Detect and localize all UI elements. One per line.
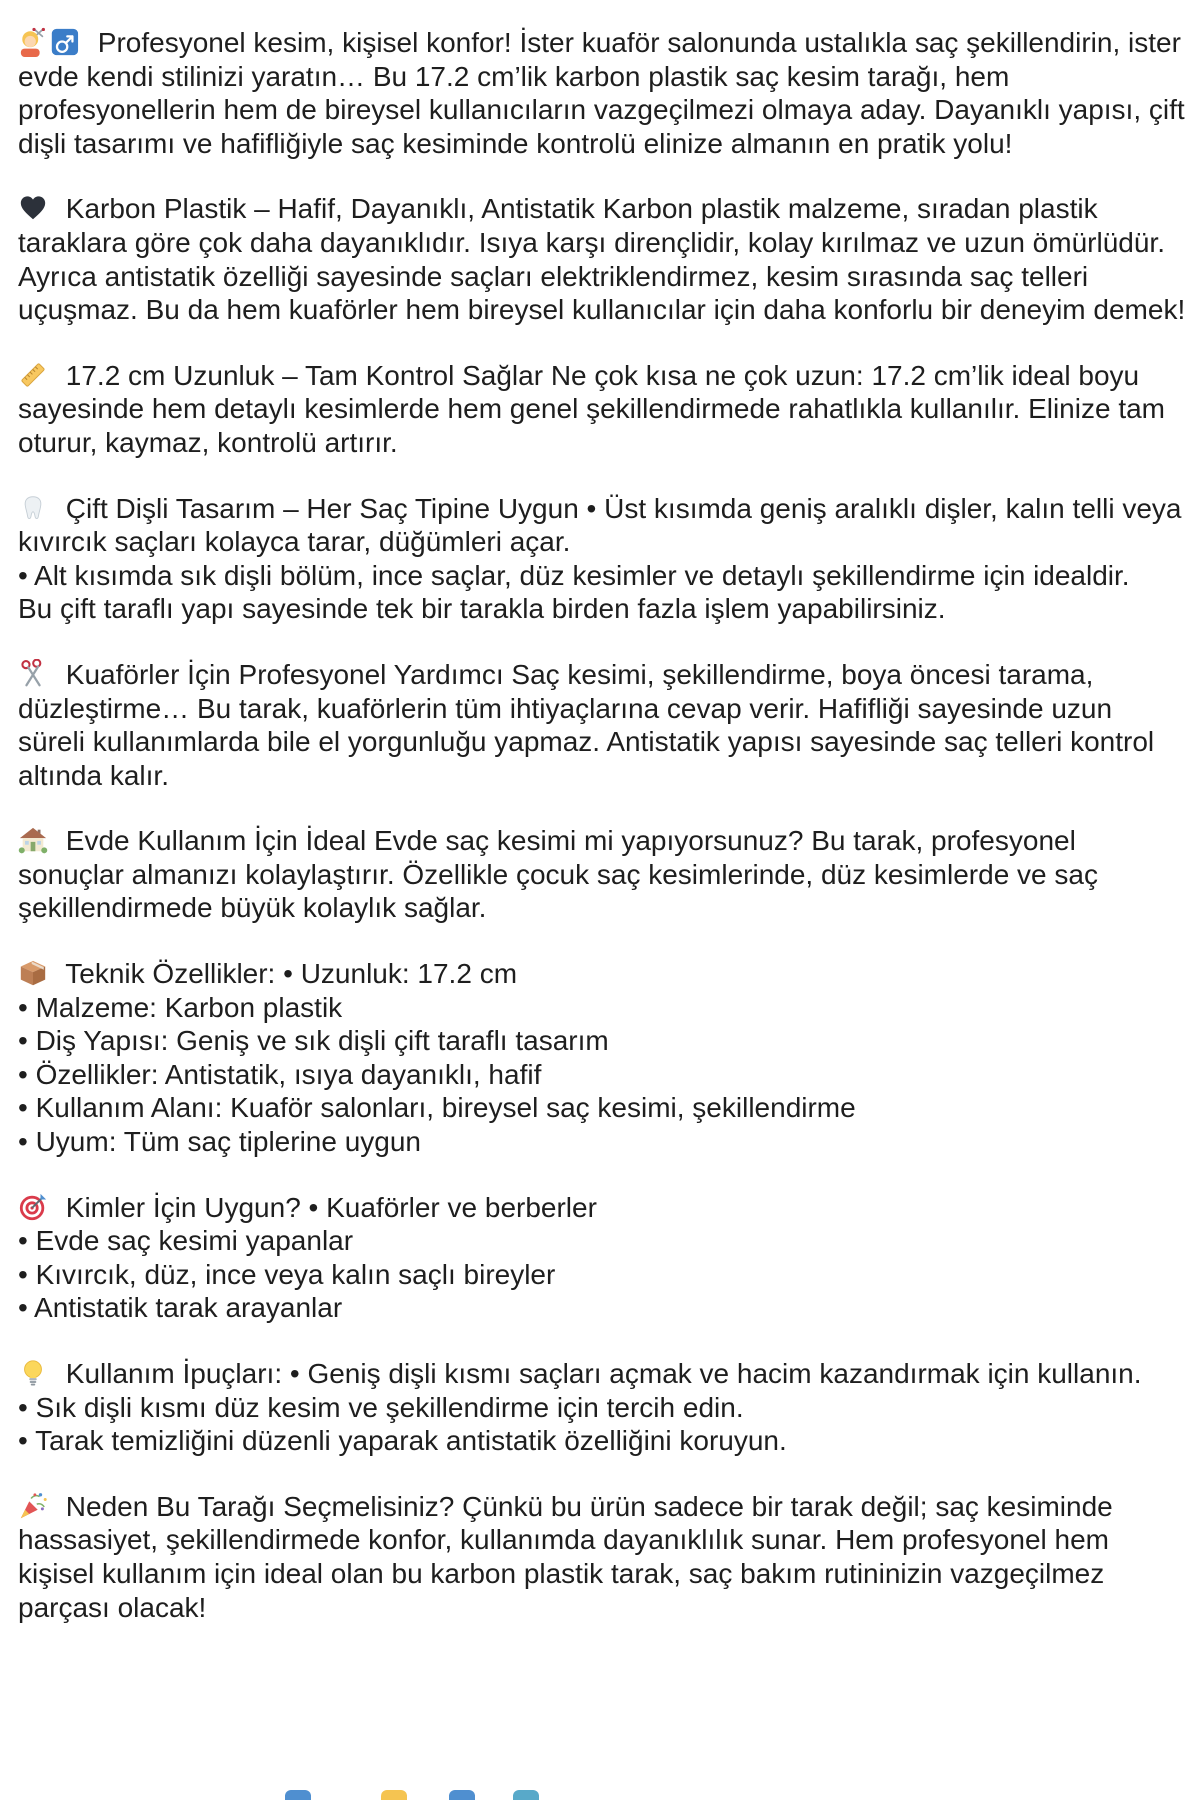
description-paragraph <box>18 26 1186 160</box>
description-paragraph <box>18 359 1186 460</box>
description-paragraph <box>18 824 1186 925</box>
text-line: Evde Kullanım İçin İdeal Evde saç kesimi mi yapıyorsunuz? Bu tarak, profesyonel sonuçlar almanızı kolaylaştırır. Özellikle çocuk saç kesimlerinde, düz kesimlerde ve saç şekillendirmede büyük kolaylık sağlar. <box>18 825 1098 924</box>
description-paragraph <box>18 957 1186 1159</box>
text-line: Neden Bu Tarağı Seçmelisiniz? Çünkü bu ürün sadece bir tarak değil; saç kesiminde hassasiyet, şekillendirmede konfor, kullanımda dayanıklılık sunar. Hem profesyonel hem kişisel kullanım için ideal olan bu karbon plastik tarak, saç bakım rutininizin vazgeçilmez parçası olacak! <box>18 1490 1113 1623</box>
text-line: 17.2 cm Uzunluk – Tam Kontrol Sağlar Ne çok kısa ne çok uzun: 17.2 cm’lik ideal boyu sayesinde hem detaylı kesimlerde hem genel şekillendirmede rahatlıkla kullanılır. Elinize tam oturur, kaymaz, kontrolü artırır. <box>18 359 1166 458</box>
text-line: Çift Dişli Tasarım – Her Saç Tipine Uygun • Üst kısımda geniş aralıklı dişler, kalın telli veya kıvırcık saçları kolayca tarar, düğümleri açar. <box>18 492 1182 558</box>
text-line: • Alt kısımda sık dişli bölüm, ince saçlar, düz kesimler ve detaylı şekillendirme için idealdir. <box>18 559 1130 591</box>
text-line: • Kullanım Alanı: Kuaför salonları, bireysel saç kesimi, şekillendirme <box>18 1092 856 1124</box>
tooth-icon <box>18 493 48 523</box>
description-paragraph <box>18 1357 1186 1458</box>
text-line: • Evde saç kesimi yapanlar <box>18 1225 354 1257</box>
description-paragraph <box>18 1490 1186 1624</box>
black-heart-icon <box>18 193 48 223</box>
cutoff-emoji-fragment <box>381 1790 407 1800</box>
cutoff-emoji-fragment <box>285 1790 311 1800</box>
description-paragraph <box>18 658 1186 792</box>
cutoff-emoji-fragment <box>449 1790 475 1800</box>
light-bulb-icon <box>18 1358 48 1388</box>
text-line: • Uyum: Tüm saç tiplerine uygun <box>18 1126 422 1158</box>
text-line: • Sık dişli kısmı düz kesim ve şekillendirme için tercih edin. <box>18 1391 744 1423</box>
description-paragraph <box>18 1191 1186 1325</box>
description-paragraph <box>18 492 1186 626</box>
text-line: • Özellikler: Antistatik, ısıya dayanıklı, hafif <box>18 1058 542 1090</box>
text-line: • Kıvırcık, düz, ince veya kalın saçlı bireyler <box>18 1258 556 1290</box>
man-getting-haircut-icon <box>18 27 80 57</box>
house-with-garden-icon <box>18 825 48 855</box>
text-line: Teknik Özellikler: • Uzunluk: 17.2 cm <box>65 958 518 990</box>
text-line: Karbon Plastik – Hafif, Dayanıklı, Antistatik Karbon plastik malzeme, sıradan plastik taraklara göre çok daha dayanıklıdır. Isıya karşı dirençlidir, kolay kırılmaz ve uzun ömürlüdür. Ayrıca antistatik özelliği sayesinde saçları elektriklendirmez, kesim sırasında saç telleri uçuşmaz. Bu da hem kuaförler hem bireysel kullanıcılar için daha konforlu bir deneyim demek! <box>18 193 1186 326</box>
text-line: Kullanım İpuçları: • Geniş dişli kısmı saçları açmak ve hacim kazandırmak için kullanın. <box>65 1358 1142 1389</box>
text-line: • Malzeme: Karbon plastik <box>18 991 343 1023</box>
text-line: • Diş Yapısı: Geniş ve sık dişli çift taraflı tasarım <box>18 1025 609 1057</box>
scissors-icon <box>18 659 48 689</box>
text-line: • Tarak temizliğini düzenli yaparak antistatik özelliğini koruyun. <box>18 1425 787 1457</box>
text-line: Kimler İçin Uygun? • Kuaförler ve berberler <box>65 1191 597 1223</box>
package-icon <box>18 958 48 988</box>
party-popper-icon <box>18 1491 48 1521</box>
text-line: Kuaförler İçin Profesyonel Yardımcı Saç kesimi, şekillendirme, boya öncesi tarama, düzleştirme… Bu tarak, kuaförlerin tüm ihtiyaçlarına cevap verir. Hafifliği sayesinde uzun süreli kullanımlarda bile el yorgunluğu yapmaz. Antistatik yapısı sayesinde saç telleri kontrol altında kalır. <box>18 658 1155 791</box>
target-icon <box>18 1192 48 1222</box>
text-line: Profesyonel kesim, kişisel konfor! İster kuaför salonunda ustalıkla saç şekillendirin, ister evde kendi stilinizi yaratın… Bu 17.2 cm’lik karbon plastik saç kesim tarağı, hem profesyonellerin hem de bireysel kullanıcıların vazgeçilmezi olmaya aday. Dayanıklı yapısı, çift dişli tasarımı ve hafifliğiyle saç kesiminde kontrolü elinize almanın en pratik yolu! <box>18 27 1185 159</box>
cutoff-emoji-row <box>0 1790 1200 1800</box>
description-body <box>18 26 1186 1624</box>
text-line: • Antistatik tarak arayanlar <box>18 1292 343 1324</box>
ruler-icon <box>18 360 48 390</box>
cutoff-emoji-fragment <box>513 1790 539 1800</box>
text-line: Bu çift taraflı yapı sayesinde tek bir tarakla birden fazla işlem yapabilirsiniz. <box>18 593 946 625</box>
description-paragraph <box>18 192 1186 326</box>
